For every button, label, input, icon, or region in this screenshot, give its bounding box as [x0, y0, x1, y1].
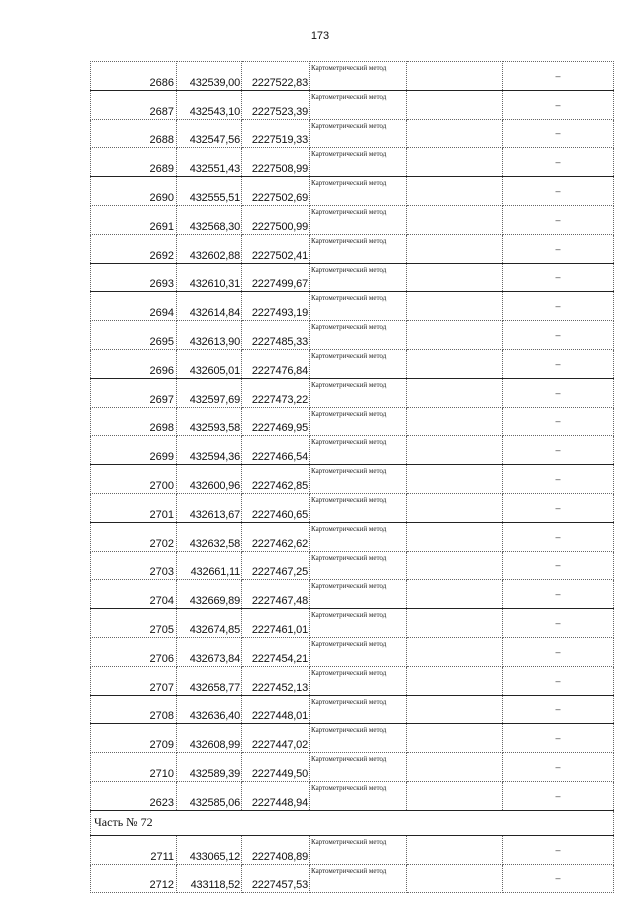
empty-cell — [407, 407, 503, 436]
x-coordinate-cell: 432658,77 — [177, 666, 242, 695]
empty-cell — [407, 321, 503, 350]
dash-cell: – — [503, 119, 614, 148]
dash-cell: – — [503, 724, 614, 753]
dash-cell: – — [503, 493, 614, 522]
table-row — [91, 724, 614, 753]
point-number-cell: 2691 — [91, 205, 177, 234]
point-number-cell: 2708 — [91, 695, 177, 724]
table-row — [91, 292, 614, 321]
x-coordinate-cell: 432547,56 — [177, 119, 242, 148]
y-coordinate-cell: 2227508,99 — [242, 148, 310, 177]
table-row — [91, 62, 614, 91]
point-number-cell: 2686 — [91, 62, 177, 91]
y-coordinate-cell: 2227502,41 — [242, 234, 310, 263]
empty-cell — [407, 292, 503, 321]
empty-cell — [407, 465, 503, 494]
x-coordinate-cell: 433118,52 — [177, 864, 242, 893]
method-cell: Картометрический метод — [310, 407, 407, 436]
dash-cell: – — [503, 148, 614, 177]
point-number-cell: 2695 — [91, 321, 177, 350]
point-number-cell: 2702 — [91, 522, 177, 551]
empty-cell — [407, 177, 503, 206]
point-number-cell: 2699 — [91, 436, 177, 465]
dash-cell: – — [503, 835, 614, 864]
empty-cell — [407, 753, 503, 782]
x-coordinate-cell: 432602,88 — [177, 234, 242, 263]
y-coordinate-cell: 2227448,94 — [242, 781, 310, 810]
x-coordinate-cell: 432674,85 — [177, 609, 242, 638]
point-number-cell: 2690 — [91, 177, 177, 206]
x-coordinate-cell: 432600,96 — [177, 465, 242, 494]
method-cell: Картометрический метод — [310, 835, 407, 864]
x-coordinate-cell: 432636,40 — [177, 695, 242, 724]
point-number-cell: 2703 — [91, 551, 177, 580]
x-coordinate-cell: 432608,99 — [177, 724, 242, 753]
point-number-cell: 2710 — [91, 753, 177, 782]
x-coordinate-cell: 432613,90 — [177, 321, 242, 350]
dash-cell: – — [503, 666, 614, 695]
point-number-cell: 2712 — [91, 864, 177, 893]
table-row — [91, 407, 614, 436]
coordinates-table — [90, 61, 614, 893]
y-coordinate-cell: 2227466,54 — [242, 436, 310, 465]
empty-cell — [407, 119, 503, 148]
section-row — [91, 810, 614, 835]
x-coordinate-cell: 432589,39 — [177, 753, 242, 782]
point-number-cell: 2689 — [91, 148, 177, 177]
point-number-cell: 2687 — [91, 90, 177, 119]
method-cell: Картометрический метод — [310, 378, 407, 407]
x-coordinate-cell: 432594,36 — [177, 436, 242, 465]
point-number-cell: 2696 — [91, 349, 177, 378]
empty-cell — [407, 724, 503, 753]
table-row — [91, 666, 614, 695]
method-cell: Картометрический метод — [310, 637, 407, 666]
y-coordinate-cell: 2227485,33 — [242, 321, 310, 350]
dash-cell: – — [503, 609, 614, 638]
table-row — [91, 637, 614, 666]
y-coordinate-cell: 2227493,19 — [242, 292, 310, 321]
table-body-lower — [91, 835, 614, 893]
page-number: 173 — [310, 30, 330, 42]
method-cell: Картометрический метод — [310, 864, 407, 893]
table-row — [91, 349, 614, 378]
table-row — [91, 465, 614, 494]
method-cell: Картометрический метод — [310, 580, 407, 609]
empty-cell — [407, 349, 503, 378]
dash-cell: – — [503, 292, 614, 321]
dash-cell: – — [503, 177, 614, 206]
table-row — [91, 695, 614, 724]
dash-cell: – — [503, 407, 614, 436]
table-row — [91, 753, 614, 782]
point-number-cell: 2701 — [91, 493, 177, 522]
table-row — [91, 205, 614, 234]
point-number-cell: 2711 — [91, 835, 177, 864]
dash-cell: – — [503, 378, 614, 407]
empty-cell — [407, 62, 503, 91]
method-cell: Картометрический метод — [310, 349, 407, 378]
method-cell: Картометрический метод — [310, 321, 407, 350]
point-number-cell: 2692 — [91, 234, 177, 263]
method-cell: Картометрический метод — [310, 148, 407, 177]
point-number-cell: 2694 — [91, 292, 177, 321]
method-cell: Картометрический метод — [310, 522, 407, 551]
method-cell: Картометрический метод — [310, 90, 407, 119]
dash-cell: – — [503, 321, 614, 350]
dash-cell: – — [503, 637, 614, 666]
x-coordinate-cell: 432669,89 — [177, 580, 242, 609]
method-cell: Картометрический метод — [310, 62, 407, 91]
section-header-row-group — [91, 810, 614, 835]
y-coordinate-cell: 2227462,62 — [242, 522, 310, 551]
y-coordinate-cell: 2227500,99 — [242, 205, 310, 234]
x-coordinate-cell: 432610,31 — [177, 263, 242, 292]
y-coordinate-cell: 2227519,33 — [242, 119, 310, 148]
table-row — [91, 522, 614, 551]
point-number-cell: 2704 — [91, 580, 177, 609]
empty-cell — [407, 864, 503, 893]
method-cell: Картометрический метод — [310, 177, 407, 206]
y-coordinate-cell: 2227447,02 — [242, 724, 310, 753]
table-row — [91, 378, 614, 407]
point-number-cell: 2693 — [91, 263, 177, 292]
x-coordinate-cell: 432551,43 — [177, 148, 242, 177]
dash-cell: – — [503, 522, 614, 551]
point-number-cell: 2688 — [91, 119, 177, 148]
dash-cell: – — [503, 436, 614, 465]
empty-cell — [407, 493, 503, 522]
empty-cell — [407, 695, 503, 724]
method-cell: Картометрический метод — [310, 724, 407, 753]
table-row — [91, 90, 614, 119]
method-cell: Картометрический метод — [310, 609, 407, 638]
table-row — [91, 119, 614, 148]
table-row — [91, 493, 614, 522]
point-number-cell: 2623 — [91, 781, 177, 810]
dash-cell: – — [503, 695, 614, 724]
y-coordinate-cell: 2227522,83 — [242, 62, 310, 91]
x-coordinate-cell: 432614,84 — [177, 292, 242, 321]
method-cell: Картометрический метод — [310, 263, 407, 292]
table-row — [91, 263, 614, 292]
empty-cell — [407, 436, 503, 465]
empty-cell — [407, 378, 503, 407]
x-coordinate-cell: 432632,58 — [177, 522, 242, 551]
y-coordinate-cell: 2227476,84 — [242, 349, 310, 378]
dash-cell: – — [503, 551, 614, 580]
table-row — [91, 609, 614, 638]
y-coordinate-cell: 2227473,22 — [242, 378, 310, 407]
dash-cell: – — [503, 234, 614, 263]
empty-cell — [407, 234, 503, 263]
table-row — [91, 551, 614, 580]
method-cell: Картометрический метод — [310, 695, 407, 724]
x-coordinate-cell: 432593,58 — [177, 407, 242, 436]
y-coordinate-cell: 2227523,39 — [242, 90, 310, 119]
y-coordinate-cell: 2227454,21 — [242, 637, 310, 666]
dash-cell: – — [503, 263, 614, 292]
method-cell: Картометрический метод — [310, 205, 407, 234]
y-coordinate-cell: 2227460,65 — [242, 493, 310, 522]
x-coordinate-cell: 432543,10 — [177, 90, 242, 119]
point-number-cell: 2705 — [91, 609, 177, 638]
point-number-cell: 2707 — [91, 666, 177, 695]
point-number-cell: 2709 — [91, 724, 177, 753]
method-cell: Картометрический метод — [310, 551, 407, 580]
y-coordinate-cell: 2227452,13 — [242, 666, 310, 695]
empty-cell — [407, 90, 503, 119]
y-coordinate-cell: 2227408,89 — [242, 835, 310, 864]
x-coordinate-cell: 432568,30 — [177, 205, 242, 234]
dash-cell: – — [503, 90, 614, 119]
method-cell: Картометрический метод — [310, 292, 407, 321]
y-coordinate-cell: 2227502,69 — [242, 177, 310, 206]
dash-cell: – — [503, 349, 614, 378]
empty-cell — [407, 522, 503, 551]
y-coordinate-cell: 2227467,48 — [242, 580, 310, 609]
table-body-upper — [91, 62, 614, 811]
y-coordinate-cell: 2227448,01 — [242, 695, 310, 724]
table-row — [91, 835, 614, 864]
method-cell: Картометрический метод — [310, 666, 407, 695]
dash-cell: – — [503, 205, 614, 234]
section-label: Часть № 72 — [91, 810, 614, 835]
point-number-cell: 2700 — [91, 465, 177, 494]
method-cell: Картометрический метод — [310, 493, 407, 522]
method-cell: Картометрический метод — [310, 781, 407, 810]
y-coordinate-cell: 2227449,50 — [242, 753, 310, 782]
dash-cell: – — [503, 580, 614, 609]
point-number-cell: 2698 — [91, 407, 177, 436]
x-coordinate-cell: 432661,11 — [177, 551, 242, 580]
dash-cell: – — [503, 864, 614, 893]
table-row — [91, 436, 614, 465]
x-coordinate-cell: 432613,67 — [177, 493, 242, 522]
y-coordinate-cell: 2227469,95 — [242, 407, 310, 436]
x-coordinate-cell: 432555,51 — [177, 177, 242, 206]
table-row — [91, 234, 614, 263]
x-coordinate-cell: 432585,06 — [177, 781, 242, 810]
table-row — [91, 177, 614, 206]
table-row — [91, 580, 614, 609]
table-row — [91, 148, 614, 177]
x-coordinate-cell: 432597,69 — [177, 378, 242, 407]
method-cell: Картометрический метод — [310, 465, 407, 494]
y-coordinate-cell: 2227457,53 — [242, 864, 310, 893]
table-row — [91, 781, 614, 810]
empty-cell — [407, 666, 503, 695]
method-cell: Картометрический метод — [310, 234, 407, 263]
empty-cell — [407, 263, 503, 292]
table-row — [91, 864, 614, 893]
empty-cell — [407, 637, 503, 666]
x-coordinate-cell: 432539,00 — [177, 62, 242, 91]
dash-cell: – — [503, 753, 614, 782]
x-coordinate-cell: 433065,12 — [177, 835, 242, 864]
table-row — [91, 321, 614, 350]
point-number-cell: 2706 — [91, 637, 177, 666]
y-coordinate-cell: 2227462,85 — [242, 465, 310, 494]
point-number-cell: 2697 — [91, 378, 177, 407]
method-cell: Картометрический метод — [310, 436, 407, 465]
empty-cell — [407, 781, 503, 810]
method-cell: Картометрический метод — [310, 119, 407, 148]
empty-cell — [407, 580, 503, 609]
y-coordinate-cell: 2227467,25 — [242, 551, 310, 580]
empty-cell — [407, 148, 503, 177]
dash-cell: – — [503, 781, 614, 810]
empty-cell — [407, 205, 503, 234]
x-coordinate-cell: 432673,84 — [177, 637, 242, 666]
x-coordinate-cell: 432605,01 — [177, 349, 242, 378]
y-coordinate-cell: 2227499,67 — [242, 263, 310, 292]
dash-cell: – — [503, 62, 614, 91]
empty-cell — [407, 609, 503, 638]
empty-cell — [407, 551, 503, 580]
method-cell: Картометрический метод — [310, 753, 407, 782]
dash-cell: – — [503, 465, 614, 494]
empty-cell — [407, 835, 503, 864]
y-coordinate-cell: 2227461,01 — [242, 609, 310, 638]
